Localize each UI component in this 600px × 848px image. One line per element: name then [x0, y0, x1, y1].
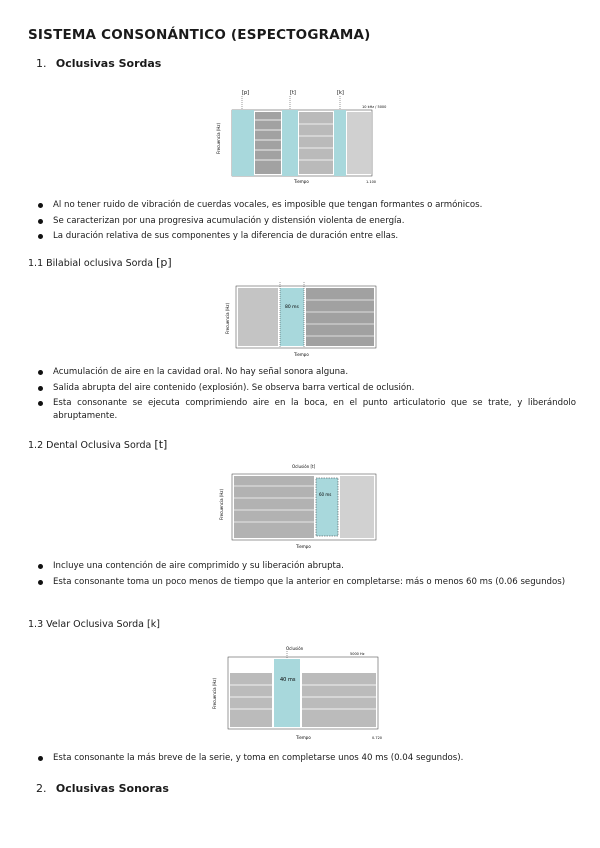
corner-label-bottom: 0.720	[372, 736, 383, 740]
list-item: Esta consonante toma un poco menos de tiempo que la anterior en completarse: más o menos 60 ms (0.06 segundos)	[36, 576, 576, 589]
y-axis-label: Frecuencia (Hz)	[225, 302, 230, 334]
x-axis-label: Tiempo	[294, 179, 309, 184]
spectrogram-plot	[228, 651, 378, 729]
duration-label: 60 ms	[319, 492, 332, 497]
section-number: 1.	[36, 57, 47, 70]
bullet-list-1-1	[36, 366, 576, 425]
subsection-label: 1.2 Dental Oclusiva Sorda	[28, 440, 152, 451]
section-label: Oclusivas Sonoras	[55, 782, 169, 795]
phoneme-symbol: [p]	[156, 256, 172, 269]
page-title: SISTEMA CONSONÁNTICO (ESPECTOGRAMA)	[28, 27, 371, 43]
spectrogram-figure-2	[220, 278, 380, 360]
duration-label: 40 ms	[280, 677, 296, 683]
duration-label: 80 ms	[285, 305, 299, 310]
list-item: Incluye una contención de aire comprimido y su liberación abrupta.	[36, 560, 576, 573]
corner-label-top: 5000 Hz	[350, 652, 365, 656]
phoneme-symbol: [t]	[154, 438, 168, 451]
section-number: 2.	[36, 782, 47, 795]
list-item: Esta consonante la más breve de la serie, y toma en completarse unos 40 ms (0.04 segundos).	[36, 752, 576, 765]
y-axis-label: Frecuencia (Hz)	[216, 122, 221, 154]
list-item: La duración relativa de sus componentes y la diferencia de duración entre ellas.	[36, 230, 576, 243]
list-item: Esta consonante se ejecuta comprimiendo aire en la boca, en el punto articulatorio que se trate, y liberándolo abruptamente.	[36, 397, 576, 422]
subsection-label: 1.1 Bilabial oclusiva Sorda	[28, 258, 154, 269]
list-item: Salida abrupta del aire contenido (explosión). Se observa barra vertical de oclusión.	[36, 382, 576, 395]
bullet-list-1-3	[36, 752, 576, 768]
segment-label-p: [p]	[242, 90, 250, 96]
subsection-heading-1-2	[28, 438, 167, 451]
subsection-heading-1-3	[28, 619, 160, 630]
section-heading-1	[36, 57, 161, 70]
segment-label-t: [t]	[290, 90, 296, 96]
x-axis-label: Tiempo	[296, 544, 311, 549]
corner-label-top: 10 kHz / 5000	[362, 105, 387, 109]
y-axis-label: Frecuencia (Hz)	[212, 677, 217, 709]
list-item: Acumulación de aire en la cavidad oral. No hay señal sonora alguna.	[36, 366, 576, 379]
figure-top-label: Oclusión	[286, 646, 304, 651]
phoneme-symbol: [k]	[147, 619, 160, 630]
spectrogram-figure-1	[212, 86, 392, 186]
spectrogram-plot	[232, 96, 372, 176]
bullet-list-1	[36, 199, 576, 246]
bullet-list-1-2	[36, 560, 576, 591]
list-item: Al no tener ruido de vibración de cuerdas vocales, es imposible que tengan formantes o armónicos.	[36, 199, 576, 212]
spectrogram-figure-4	[200, 643, 396, 743]
x-axis-label: Tiempo	[296, 735, 311, 740]
subsection-heading-1-1	[28, 256, 172, 269]
spectrogram-plot	[232, 474, 376, 540]
corner-label-bottom: 1.100	[366, 180, 377, 184]
section-label: Oclusivas Sordas	[55, 57, 162, 70]
segment-label-k: [k]	[337, 90, 344, 96]
figure-top-label: Oclusión [t]	[292, 464, 316, 469]
spectral-energy-band	[255, 112, 371, 174]
subsection-label: 1.3 Velar Oclusiva Sorda	[28, 619, 144, 630]
list-item: Se caracterizan por una progresiva acumulación y distensión violenta de energía.	[36, 215, 576, 228]
spectrogram-figure-3	[212, 460, 382, 552]
y-axis-label: Frecuencia (Hz)	[219, 488, 224, 520]
spectrogram-plot	[236, 282, 376, 348]
x-axis-label: Tiempo	[294, 352, 309, 357]
section-heading-2	[36, 782, 169, 795]
